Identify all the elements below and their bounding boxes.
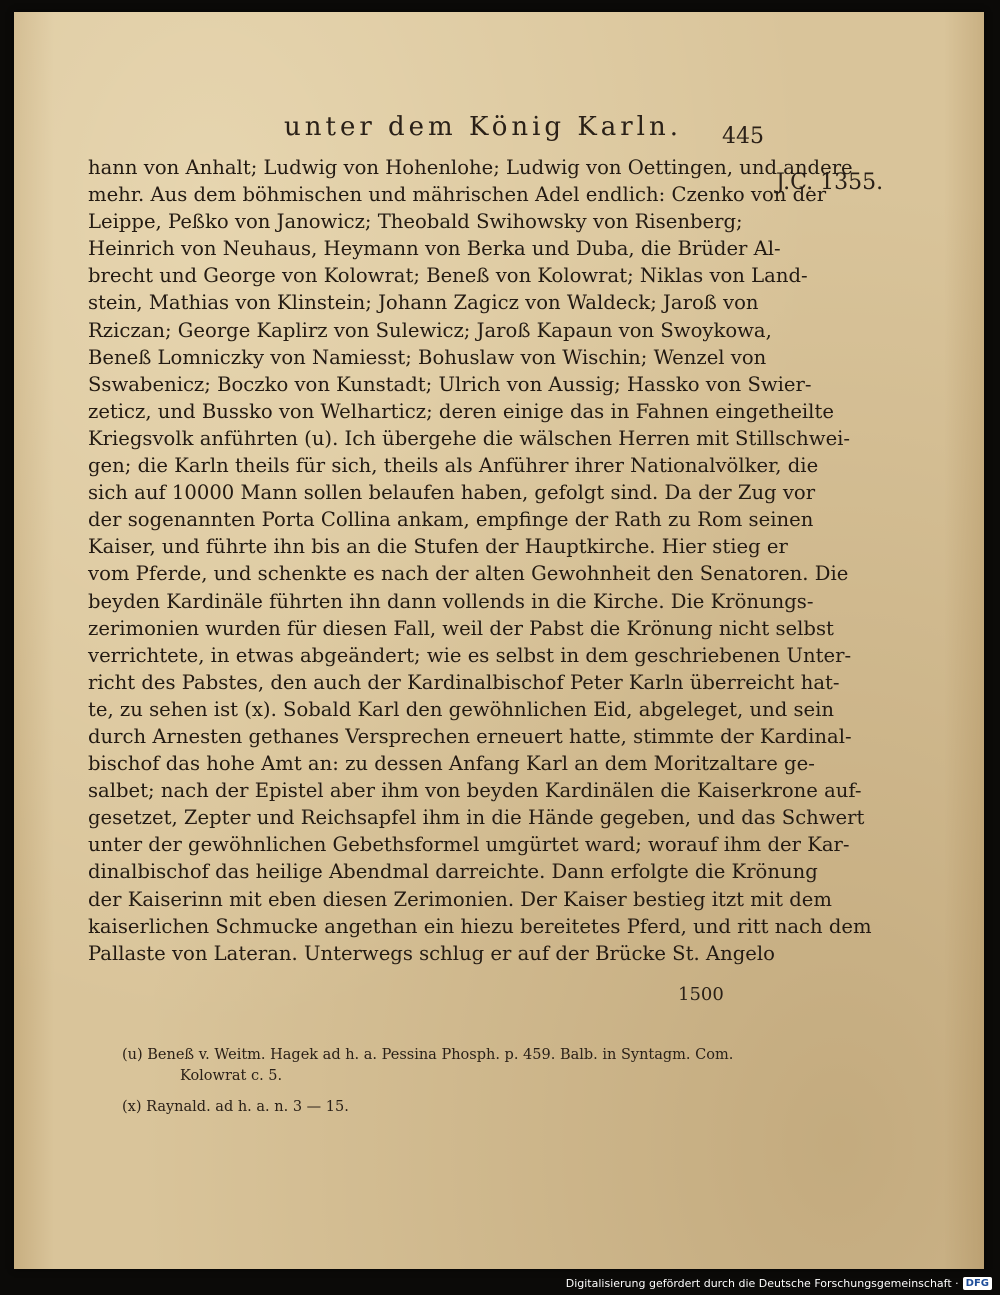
text-line: zeticz, und Bussko von Welharticz; deren einige das in Fahnen eingetheilte	[88, 399, 834, 423]
text-line: gen; die Karln theils für sich, theils als Anführer ihrer Nationalvölker, die	[88, 454, 819, 478]
text-line: Kaiser, und führte ihn bis an die Stufen der Hauptkirche. Hier stieg er	[88, 535, 788, 559]
text-line: stein, Mathias von Klinstein; Johann Zagicz von Waldeck; Jaroß von	[88, 291, 759, 315]
text-line: mehr. Aus dem böhmischen und mährischen Adel endlich: Czenko von der	[88, 183, 827, 207]
digitization-credit	[566, 1273, 992, 1293]
text-line: bischof das hohe Amt an: zu dessen Anfang Karl an dem Moritzaltare ge-	[88, 752, 815, 776]
text-line: beyden Kardinäle führten ihn dann vollends in die Kirche. Die Krönungs-	[88, 589, 814, 613]
margin-note-year: J.C. 1355.	[776, 170, 884, 195]
book-page	[14, 12, 984, 1269]
text-line: der sogenannten Porta Collina ankam, empfinge der Rath zu Rom seinen	[88, 508, 814, 532]
text-line: te, zu sehen ist (x). Sobald Karl den gewöhnlichen Eid, abgeleget, und sein	[88, 697, 834, 721]
credit-text: Digitalisierung gefördert durch die Deutsche Forschungsgemeinschaft ·	[565, 1276, 959, 1290]
footnote-u: (u) Beneß v. Weitm. Hagek ad h. a. Pessina Phosph. p. 459. Balb. in Syntagm. Com.	[122, 1047, 734, 1063]
text-line: zerimonien wurden für diesen Fall, weil der Pabst die Krönung nicht selbst	[88, 616, 834, 640]
text-line: gesetzet, Zepter und Reichsapfel ihm in die Hände gegeben, und das Schwert	[88, 806, 865, 830]
text-line: kaiserlichen Schmucke angethan ein hiezu bereitetes Pferd, und ritt nach dem	[88, 914, 872, 938]
text-line: Rziczan; George Kaplirz von Sulewicz; Jaroß Kapaun von Swoykowa,	[88, 318, 772, 342]
text-line: Beneß Lomniczky von Namiesst; Bohuslaw von Wischin; Wenzel von	[88, 345, 767, 369]
text-line: Sswabenicz; Boczko von Kunstadt; Ulrich von Aussig; Hassko von Swier-	[88, 372, 812, 396]
text-line: durch Arnesten gethanes Versprechen erneuert hatte, stimmte der Kardinal-	[88, 724, 852, 748]
footnote-u-continuation: Kolowrat c. 5.	[180, 1068, 283, 1084]
text-line: salbet; nach der Epistel aber ihm von beyden Kardinälen die Kaiserkrone auf-	[88, 779, 862, 803]
text-line: hann von Anhalt; Ludwig von Hohenlohe; Ludwig von Oettingen, und andere	[88, 156, 853, 179]
catchword: 1500	[678, 984, 724, 1005]
text-line: richt des Pabstes, den auch der Kardinalbischof Peter Karln überreicht hat-	[88, 670, 840, 694]
text-line: sich auf 10000 Mann sollen belaufen haben, gefolgt sind. Da der Zug vor	[88, 481, 816, 505]
text-line: verrichtete, in etwas abgeändert; wie es selbst in dem geschriebenen Unter-	[88, 643, 852, 667]
text-line: der Kaiserinn mit eben diesen Zerimonien. Der Kaiser bestieg itzt mit dem	[88, 887, 832, 911]
page-number: 445	[722, 124, 764, 149]
text-line: Leippe, Peßko von Janowicz; Theobald Swihowsky von Risenberg;	[88, 210, 743, 234]
running-title: unter dem König Karln.	[284, 112, 682, 142]
text-line: vom Pferde, und schenkte es nach der alten Gewohnheit den Senatoren. Die	[88, 562, 849, 586]
footnote-x: (x) Raynald. ad h. a. n. 3 — 15.	[122, 1099, 349, 1115]
text-line: Pallaste von Lateran. Unterwegs schlug er auf der Brücke St. Angelo	[88, 941, 775, 965]
footnotes	[122, 1045, 762, 1118]
text-line: Heinrich von Neuhaus, Heymann von Berka und Duba, die Brüder Al-	[88, 237, 781, 261]
text-line: unter der gewöhnlichen Gebethsformel umgürtet ward; worauf ihm der Kar-	[88, 833, 850, 857]
text-line: Kriegsvolk anführten (u). Ich übergehe die wälschen Herren mit Stillschwei-	[88, 426, 851, 450]
dfg-logo-icon: DFG	[963, 1277, 992, 1290]
text-line: brecht und George von Kolowrat; Beneß von Kolowrat; Niklas von Land-	[88, 264, 808, 288]
text-line: dinalbischof das heilige Abendmal darreichte. Dann erfolgte die Krönung	[88, 860, 818, 884]
